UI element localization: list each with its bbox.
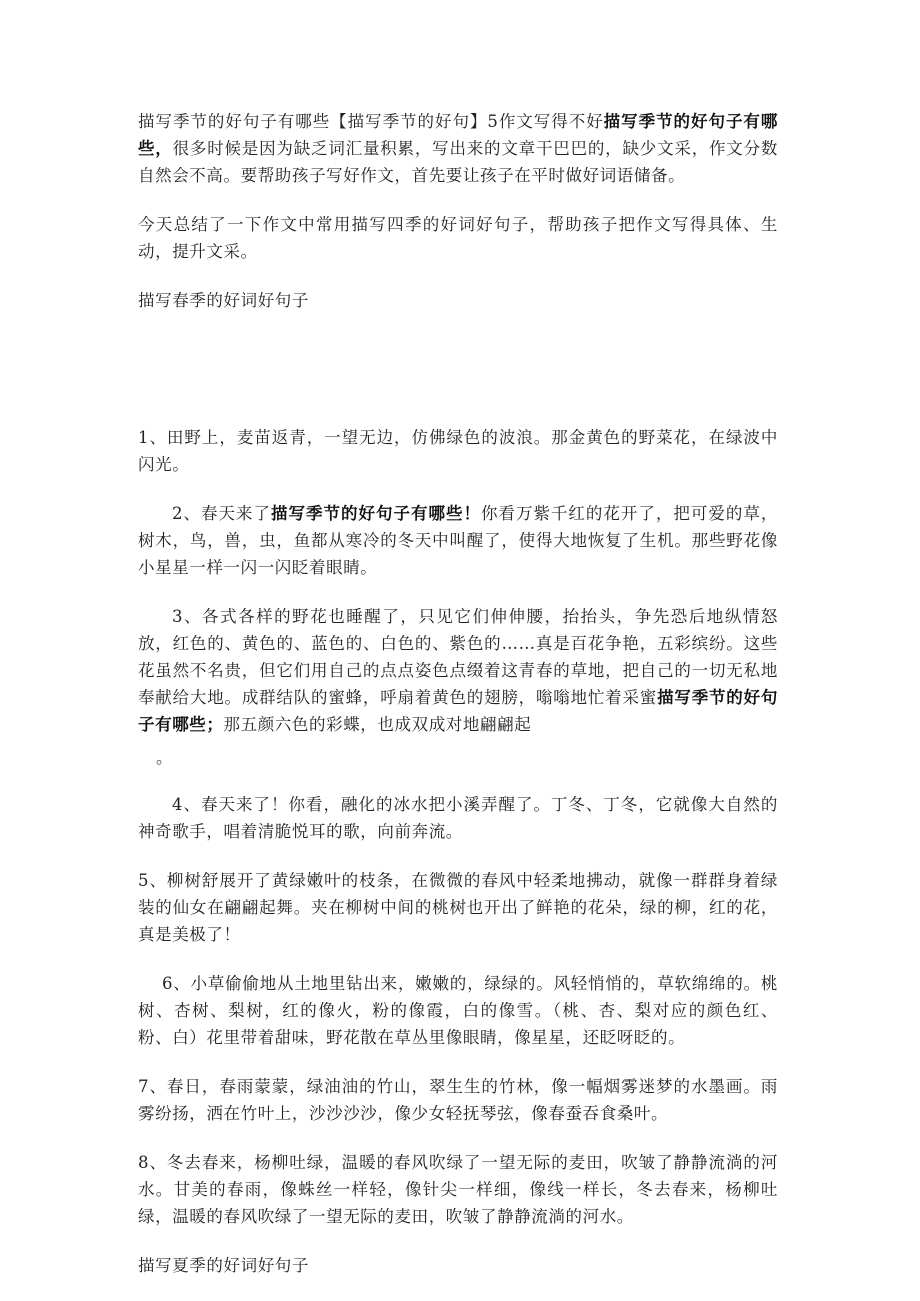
list-item-4: 4、春天来了！你看，融化的冰水把小溪弄醒了。丁冬、丁冬，它就像大自然的神奇歌手，唱着清脆悦耳的歌，向前奔流。 bbox=[138, 795, 778, 841]
list-item-5: 5、柳树舒展开了黄绿嫩叶的枝条，在微微的春风中轻柔地拂动，就像一群群身着绿装的仙女在翩翩起舞。夹在柳树中间的桃树也开出了鲜艳的花朵，绿的柳，红的花，真是美极了！ bbox=[138, 871, 778, 944]
list-item-3 bbox=[138, 603, 778, 738]
item3-tail-punctuation: 。 bbox=[156, 748, 174, 767]
item2-text-1: 2、春天来了 bbox=[172, 504, 271, 523]
item2-bold-keyword: 描写季节的好句子有哪些！ bbox=[270, 504, 481, 523]
section-heading-spring: 描写春季的好词好句子 bbox=[138, 291, 309, 310]
item2-text-2: 你看万紫千红的花开了，把可爱的草，树木，鸟，兽，虫，鱼都从寒冷的冬天中叫醒了，使得大地恢复了生机。那些野花像小星星一样一闪一闪眨着眼睛。 bbox=[138, 504, 778, 577]
list-item-1: 1、田野上，麦苗返青，一望无边，仿佛绿色的波浪。那金黄色的野菜花，在绿波中闪光。 bbox=[138, 428, 778, 474]
intro-text-1: 描写季节的好句子有哪些【描写季节的好句】5作文写得不好 bbox=[138, 112, 604, 131]
section-heading-summer: 描写夏季的好词好句子 bbox=[138, 1256, 309, 1275]
item3-text-2: 那五颜六色的彩蝶，也成双成对地翩翩起 bbox=[223, 715, 532, 734]
summary-paragraph: 今天总结了一下作文中常用描写四季的好词好句子，帮助孩子把作文写得具体、生动，提升文采。 bbox=[138, 215, 778, 261]
intro-text-2: 很多时候是因为缺乏词汇量积累，写出来的文章干巴巴的，缺少文采，作文分数自然会不高。要帮助孩子写好作文，首先要让孩子在平时做好词语储备。 bbox=[138, 139, 779, 185]
item3-text-1: 3、各式各样的野花也睡醒了，只见它们伸伸腰，抬抬头，争先恐后地纵情怒放，红色的、黄色的、蓝色的、白色的、紫色的……真是百花争艳，五彩缤纷。这些花虽然不名贵，但它们用自己的点点姿色点缀着这青春的草地，把自己的一切无私地奉献给大地。成群结队的蜜蜂，呼扇着黄色的翅膀，嗡嗡地忙着采蜜 bbox=[138, 607, 778, 707]
intro-paragraph bbox=[138, 108, 778, 189]
list-item-8: 8、冬去春来，杨柳吐绿，温暖的春风吹绿了一望无际的麦田，吹皱了静静流淌的河水。甘美的春雨，像蛛丝一样轻，像针尖一样细，像线一样长，冬去春来，杨柳吐绿，温暖的春风吹绿了一望无际的麦田，吹皱了静静流淌的河水。 bbox=[138, 1153, 778, 1226]
list-item-2 bbox=[138, 500, 778, 581]
intro-bold-keyword: 描写季节的好句子有哪些， bbox=[138, 112, 778, 158]
item3-bold-keyword: 描写季节的好句子有哪些； bbox=[138, 688, 779, 734]
list-item-6: 6、小草偷偷地从土地里钻出来，嫩嫩的，绿绿的。风轻悄悄的，草软绵绵的。桃树、杏树、梨树，红的像火，粉的像霞，白的像雪。（桃、杏、梨对应的颜色红、粉、白）花里带着甜味，野花散在草丛里像眼睛，像星星，还眨呀眨的。 bbox=[138, 974, 778, 1047]
list-item-7: 7、春日，春雨蒙蒙，绿油油的竹山，翠生生的竹林，像一幅烟雾迷梦的水墨画。雨雾纷扬，洒在竹叶上，沙沙沙沙，像少女轻抚琴弦，像春蚕吞食桑叶。 bbox=[138, 1077, 778, 1123]
document-page bbox=[138, 108, 778, 1279]
